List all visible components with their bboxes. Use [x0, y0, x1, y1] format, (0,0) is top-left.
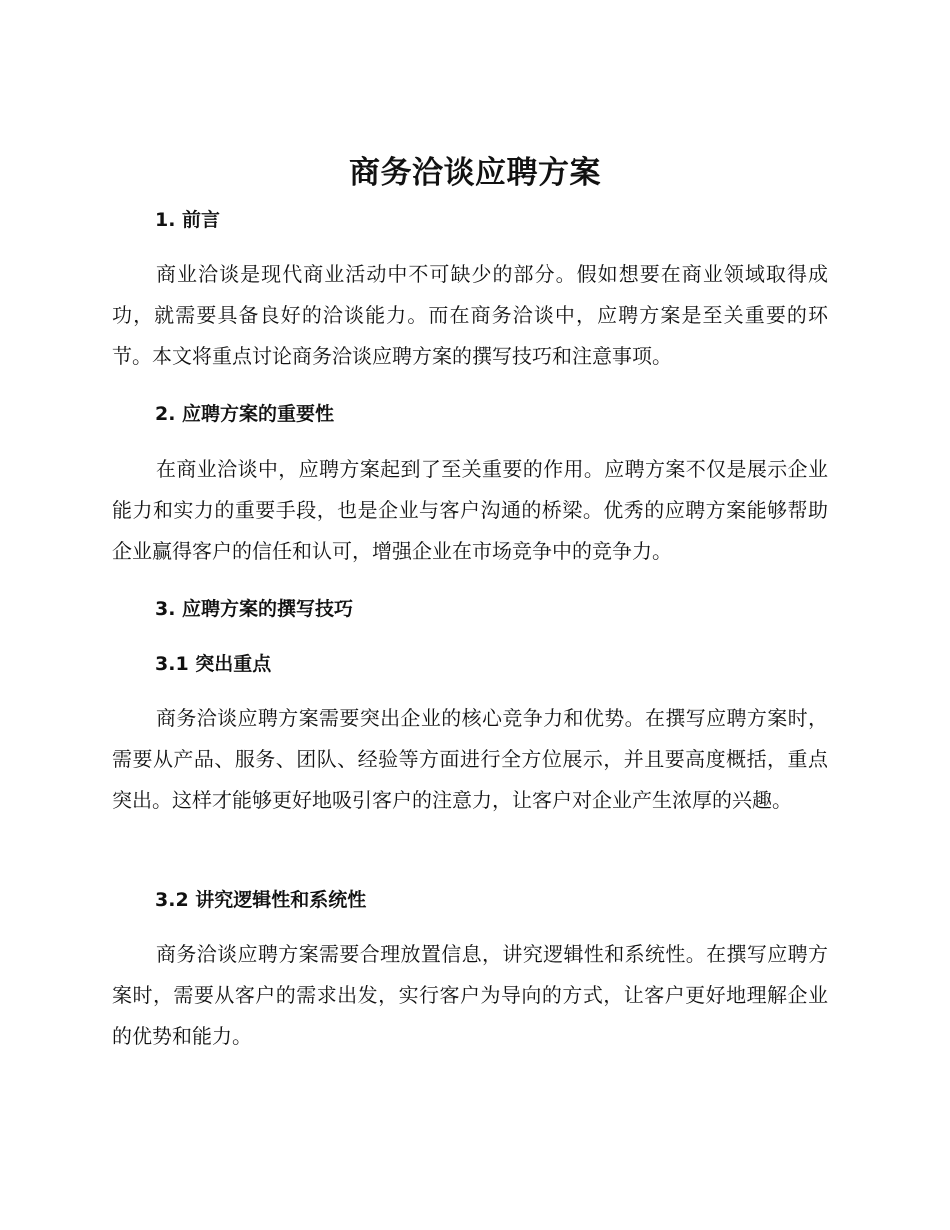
section-heading-importance: 2. 应聘方案的重要性 [155, 403, 335, 425]
subsection-heading-logic: 3.2 讲究逻辑性和系统性 [155, 889, 367, 911]
paragraph-importance: 在商业洽谈中，应聘方案起到了至关重要的作用。应聘方案不仅是展示企业能力和实力的重要手段，也是企业与客户沟通的桥梁。优秀的应聘方案能够帮助企业赢得客户的信任和认可，增强企业在市场竞争中的竞争力。 [112, 457, 828, 563]
paragraph-logic: 商务洽谈应聘方案需要合理放置信息，讲究逻辑性和系统性。在撰写应聘方案时，需要从客户的需求出发，实行客户为导向的方式，让客户更好地理解企业的优势和能力。 [112, 942, 828, 1048]
section-heading-preface: 1. 前言 [155, 209, 221, 231]
section-heading-writing-skills: 3. 应聘方案的撰写技巧 [155, 598, 354, 620]
subsection-heading-highlight: 3.1 突出重点 [155, 653, 272, 675]
page-title: 商务洽谈应聘方案 [349, 155, 601, 191]
paragraph-highlight: 商务洽谈应聘方案需要突出企业的核心竞争力和优势。在撰写应聘方案时，需要从产品、服务、团队、经验等方面进行全方位展示，并且要高度概括，重点突出。这样才能够更好地吸引客户的注意力，让客户对企业产生浓厚的兴趣。 [112, 706, 828, 812]
paragraph-preface: 商业洽谈是现代商业活动中不可缺少的部分。假如想要在商业领域取得成功，就需要具备良好的洽谈能力。而在商务洽谈中，应聘方案是至关重要的环节。本文将重点讨论商务洽谈应聘方案的撰写技巧和注意事项。 [112, 262, 828, 368]
